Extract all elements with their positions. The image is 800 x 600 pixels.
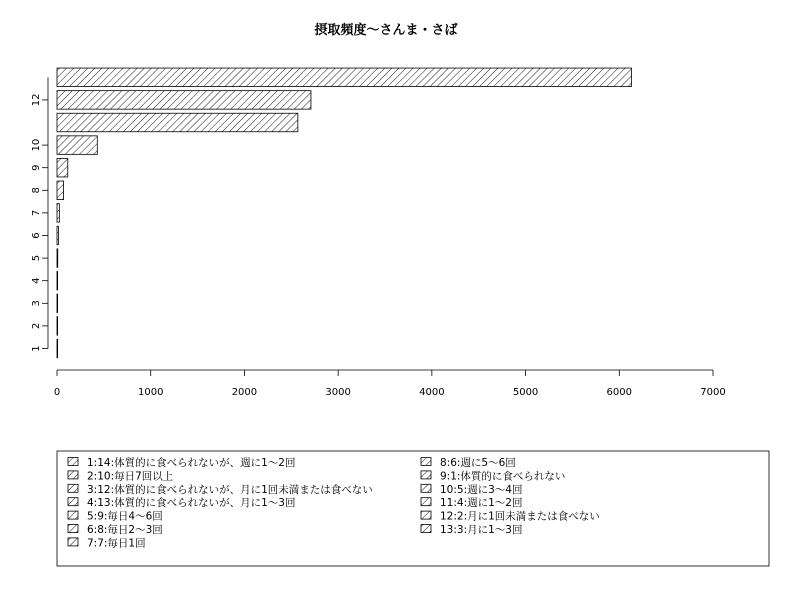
y-tick-label: 2 <box>31 322 42 330</box>
y-tick-label: 10 <box>31 138 42 152</box>
legend-entry: 2:10:毎日7回以上 <box>87 470 174 483</box>
legend-entry: 1:14:体質的に食べられないが、週に1〜2回 <box>87 457 296 469</box>
x-tick-label: 2000 <box>231 387 258 398</box>
legend-swatch <box>421 471 431 479</box>
x-axis <box>54 370 726 398</box>
legend-swatch <box>421 498 431 506</box>
y-tick-label: 1 <box>31 345 42 352</box>
legend-swatch <box>68 525 78 533</box>
chart-title: 摂取頻度〜さんま・さば <box>314 23 458 38</box>
bar-2 <box>57 317 58 336</box>
bar-10 <box>57 136 97 155</box>
y-tick-label: 3 <box>31 300 42 307</box>
legend-entry: 9:1:体質的に食べられない <box>440 470 566 483</box>
legend <box>57 451 769 566</box>
y-tick-label: 9 <box>31 164 42 171</box>
y-tick-label: 8 <box>31 187 42 194</box>
legend-swatch <box>421 458 431 466</box>
legend-entry: 6:8:毎日2〜3回 <box>87 524 163 536</box>
legend-swatch <box>68 484 78 492</box>
legend-entry: 4:13:体質的に食べられないが、月に1〜3回 <box>87 497 296 510</box>
legend-entry: 10:5:週に3〜4回 <box>440 483 523 496</box>
x-tick-label: 6000 <box>606 387 633 398</box>
y-tick-label: 4 <box>31 277 42 284</box>
bar-13 <box>57 68 631 87</box>
y-tick-label: 12 <box>31 93 42 107</box>
legend-swatch <box>68 511 78 519</box>
bar-12 <box>57 91 311 110</box>
y-tick-label: 5 <box>31 254 42 262</box>
x-tick-label: 3000 <box>325 387 351 398</box>
bar-6 <box>57 226 58 245</box>
legend-swatch <box>421 511 431 519</box>
bar-3 <box>57 294 58 313</box>
legend-swatch <box>68 498 78 506</box>
legend-entry: 3:12:体質的に食べられないが、月に1回未満または食べない <box>87 483 373 496</box>
bar-11 <box>57 113 298 132</box>
x-tick-label: 1000 <box>137 387 164 398</box>
x-tick-label: 4000 <box>419 387 445 398</box>
x-tick-label: 5000 <box>512 387 539 398</box>
legend-entry: 7:7:毎日1回 <box>87 537 146 550</box>
y-tick-label: 7 <box>31 209 42 217</box>
bar-4 <box>57 271 58 290</box>
bar-9 <box>57 158 68 177</box>
bar-5 <box>57 249 58 268</box>
legend-entry: 8:6:週に5〜6回 <box>440 457 516 469</box>
legend-entry: 11:4:週に1〜2回 <box>440 497 523 510</box>
legend-swatch <box>421 525 431 533</box>
bar-1 <box>57 339 58 358</box>
legend-entry: 13:3:月に1〜3回 <box>440 524 523 536</box>
bar-7 <box>57 204 59 223</box>
legend-entry: 12:2:月に1回未満または食べない <box>440 510 600 523</box>
legend-swatch <box>68 538 78 546</box>
legend-swatch <box>68 471 78 479</box>
x-tick-label: 0 <box>53 387 61 398</box>
legend-entry: 5:9:毎日4〜6回 <box>87 510 163 523</box>
x-tick-label: 7000 <box>700 387 726 398</box>
legend-swatch <box>68 458 78 466</box>
y-axis <box>31 77 48 351</box>
legend-swatch <box>421 484 431 492</box>
bar-8 <box>57 181 64 200</box>
bars <box>57 68 631 358</box>
y-tick-label: 6 <box>31 232 42 239</box>
